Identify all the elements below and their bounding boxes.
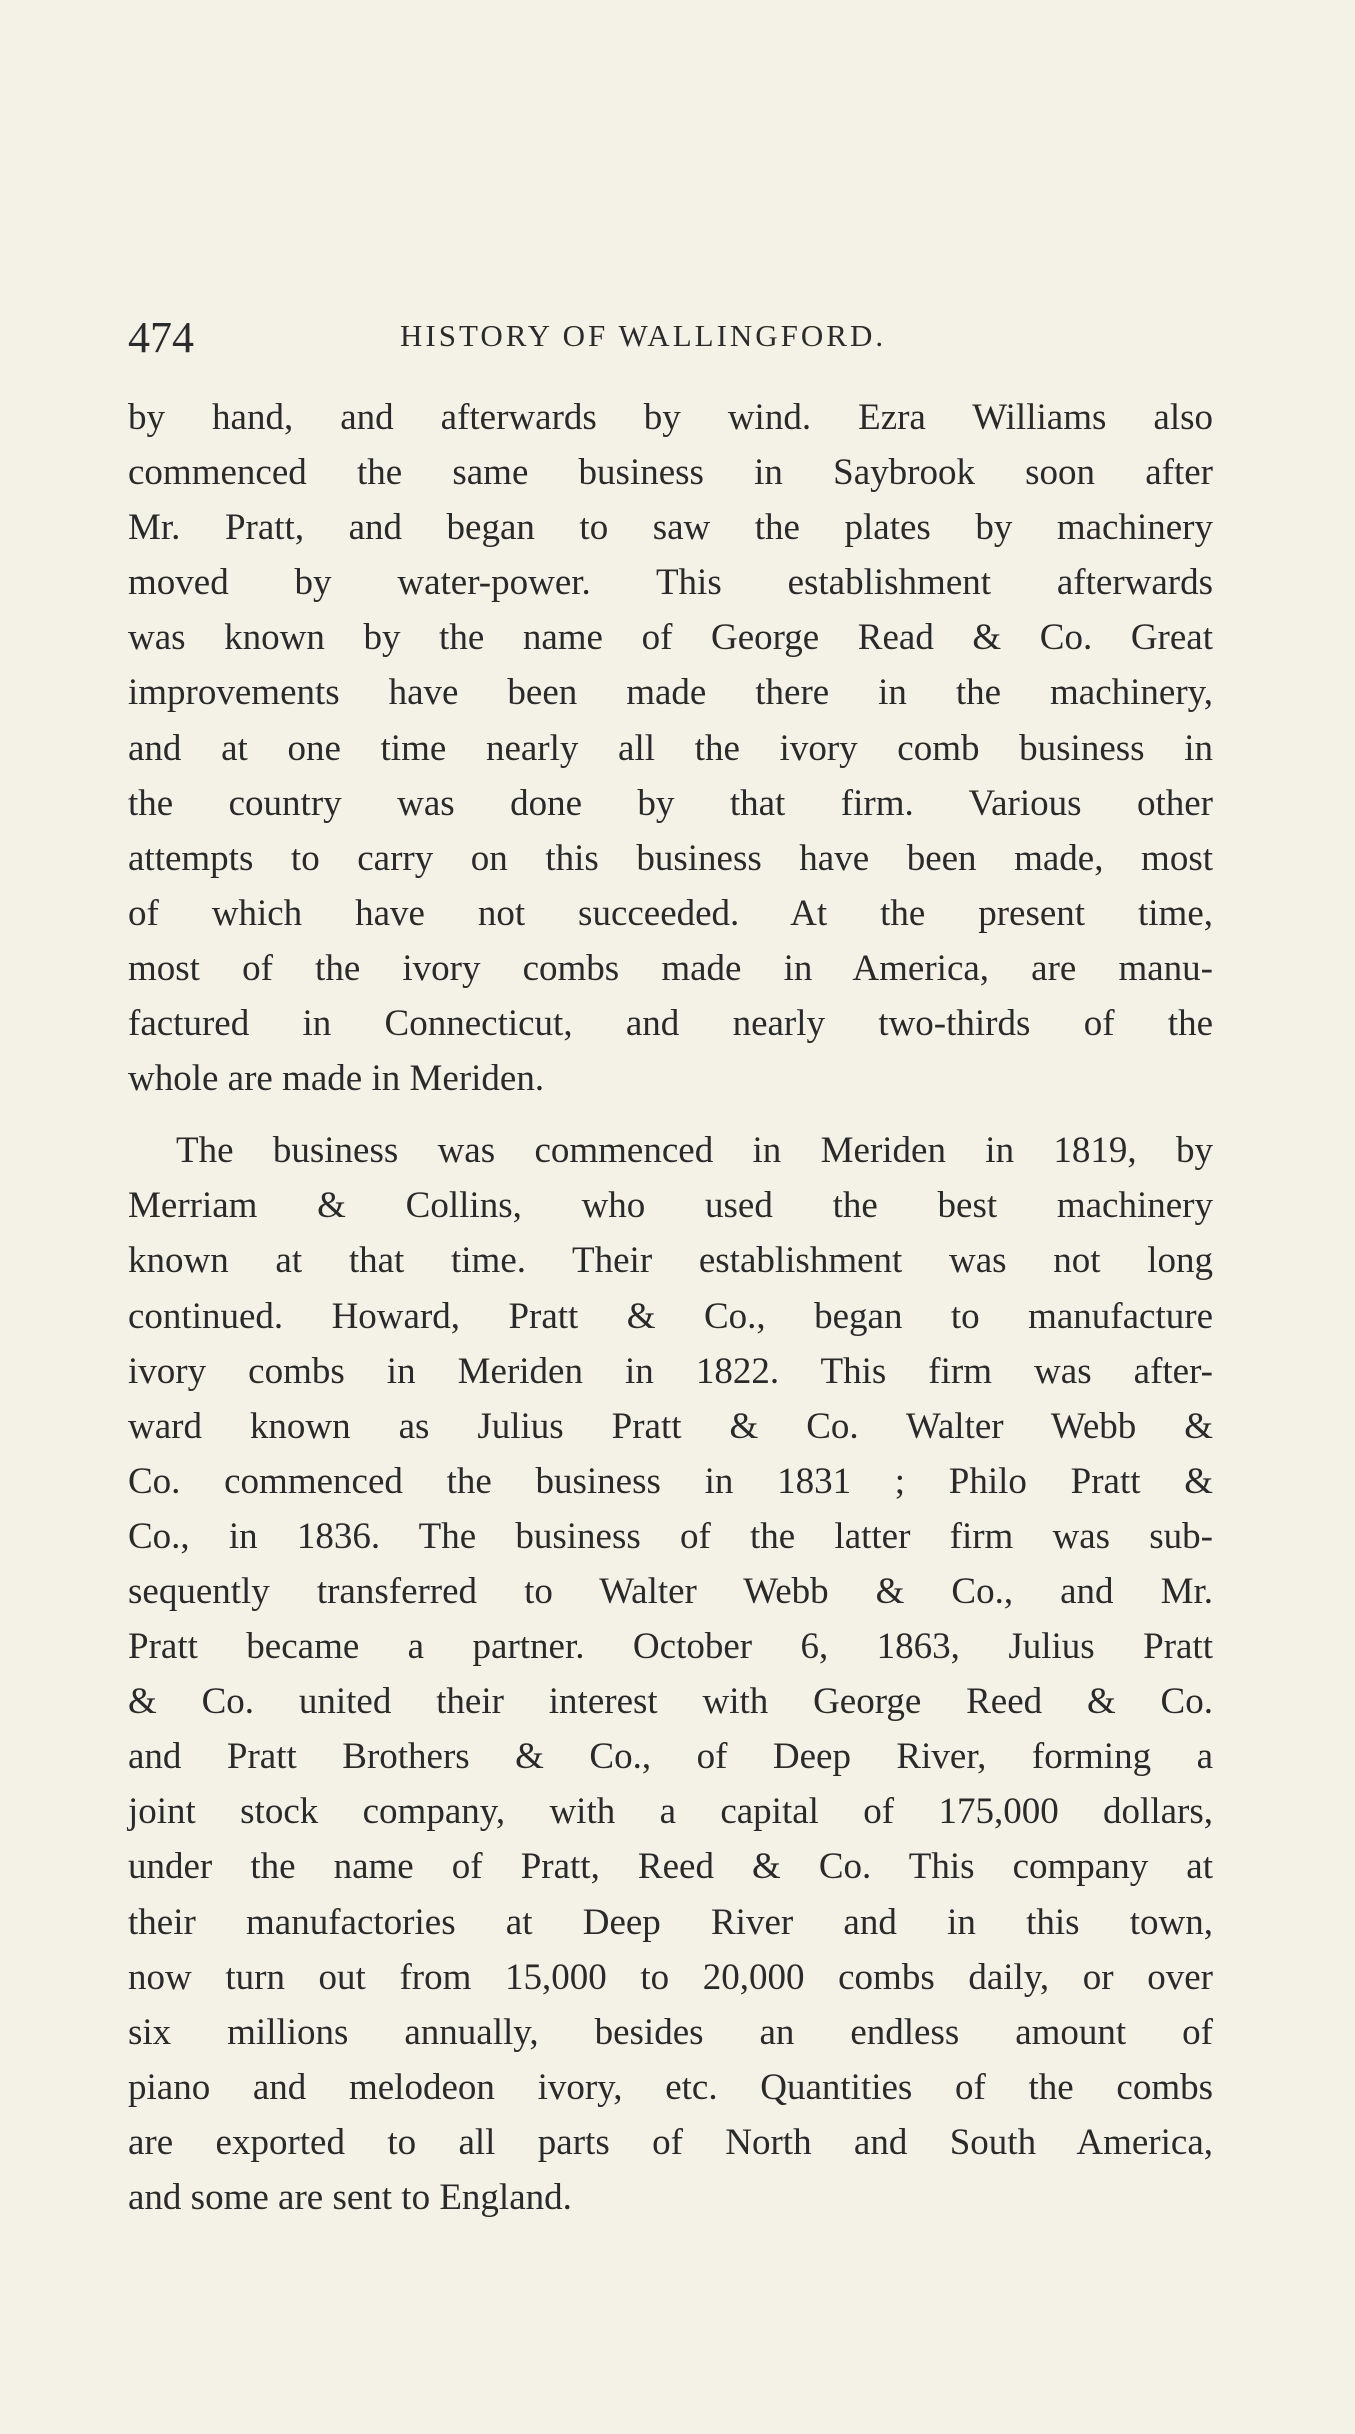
text-line: Co., in 1836. The business of the latter firm was sub-	[128, 1515, 1213, 1557]
text-line: their manufactories at Deep River and in this town,	[128, 1901, 1213, 1943]
text-line: Pratt became a partner. October 6, 1863, Julius Pratt	[128, 1626, 1213, 1668]
paragraph	[128, 390, 1213, 1106]
text-line: piano and melodeon ivory, etc. Quantities of the combs	[128, 2066, 1213, 2108]
text-line: & Co. united their interest with George Reed & Co.	[128, 1681, 1213, 1723]
page-header	[128, 312, 1213, 372]
text-line: continued. Howard, Pratt & Co., began to manufacture	[128, 1295, 1213, 1337]
text-line: moved by water-power. This establishment afterwards	[128, 562, 1213, 604]
text-line: and at one time nearly all the ivory comb business in	[128, 727, 1213, 769]
text-line: Co. commenced the business in 1831 ; Philo Pratt &	[128, 1460, 1213, 1502]
text-line: most of the ivory combs made in America, are manu-	[128, 947, 1213, 989]
page-number: 474	[128, 313, 194, 362]
text-line: known at that time. Their establishment was not long	[128, 1240, 1213, 1282]
text-line: by hand, and afterwards by wind. Ezra Williams also	[128, 397, 1213, 438]
text-line: was known by the name of George Read & Co. Great	[128, 617, 1213, 659]
text-line: the country was done by that firm. Various other	[128, 782, 1213, 824]
text-line: and Pratt Brothers & Co., of Deep River, forming a	[128, 1736, 1213, 1778]
paragraph	[128, 1123, 1213, 2225]
text-line: ivory combs in Meriden in 1822. This firm was after-	[128, 1350, 1213, 1392]
text-line: factured in Connecticut, and nearly two-thirds of the	[128, 1003, 1213, 1045]
text-line: and some are sent to England.	[128, 2177, 572, 2218]
text-line: sequently transferred to Walter Webb & Co., and Mr.	[128, 1570, 1213, 1612]
body-text	[128, 390, 1213, 2225]
text-line: whole are made in Meriden.	[128, 1058, 545, 1100]
text-line: improvements have been made there in the machinery,	[128, 672, 1213, 714]
text-line: joint stock company, with a capital of 175,000 dollars,	[128, 1791, 1213, 1833]
text-line: now turn out from 15,000 to 20,000 combs daily, or over	[128, 1956, 1213, 1998]
text-line: The business was commenced in Meriden in 1819, by	[176, 1130, 1213, 1172]
text-line: Mr. Pratt, and began to saw the plates by machinery	[128, 507, 1213, 549]
text-line: attempts to carry on this business have been made, most	[128, 837, 1213, 879]
text-line: Merriam & Collins, who used the best machinery	[128, 1185, 1213, 1227]
text-line: of which have not succeeded. At the present time,	[128, 892, 1213, 934]
paragraph-gap	[128, 1106, 1213, 1123]
text-line: ward known as Julius Pratt & Co. Walter Webb &	[128, 1405, 1213, 1447]
running-head: HISTORY OF WALLINGFORD.	[400, 318, 887, 353]
text-line: under the name of Pratt, Reed & Co. This company at	[128, 1846, 1213, 1888]
text-line: are exported to all parts of North and South America,	[128, 2121, 1213, 2163]
text-line: commenced the same business in Saybrook soon after	[128, 452, 1213, 494]
text-line: six millions annually, besides an endless amount of	[128, 2011, 1213, 2053]
